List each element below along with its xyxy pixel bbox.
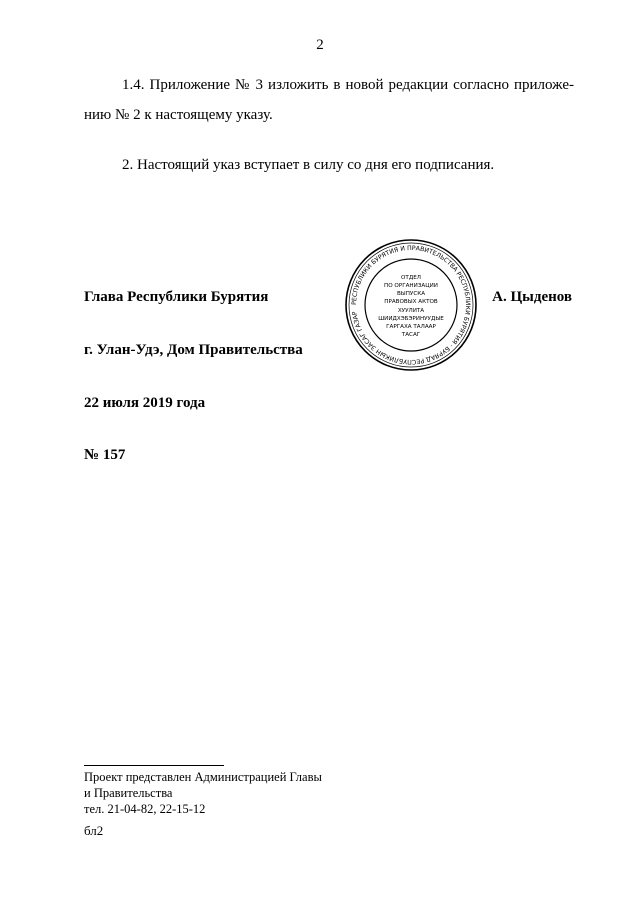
footnote-line-2: и Правительства xyxy=(84,786,173,800)
paragraph-1-4: 1.4. Приложение № 3 изложить в новой редакции согласно приложе-нию № 2 к настоящему указу. xyxy=(84,77,574,123)
paragraph-2: 2. Настоящий указ вступает в силу со дня его подписания. xyxy=(122,157,495,173)
seal-line: ПО ОРГАНИЗАЦИИ xyxy=(384,283,438,289)
signer-title: Глава Республики Бурятия xyxy=(84,289,269,305)
seal-line: ПРАВОВЫХ АКТОВ xyxy=(384,299,438,305)
seal-line: ХУУЛИТА xyxy=(397,308,425,314)
document-code: бл2 xyxy=(84,823,104,838)
seal-line: ТАСАГ xyxy=(401,332,421,338)
seal-line: ВЫПУСКА xyxy=(396,291,426,297)
seal-line: ШИИДХЭБЭРИНУУДЫЕ xyxy=(378,316,444,322)
seal-line: ГАРГАХА ТАЛААР xyxy=(386,324,436,330)
official-seal xyxy=(344,238,478,372)
issue-date: 22 июля 2019 года xyxy=(84,395,206,411)
footnote-phone: тел. 21-04-82, 22-15-12 xyxy=(84,802,206,816)
page-number: 2 xyxy=(316,37,324,53)
decree-number: № 157 xyxy=(84,447,126,463)
footnote-divider xyxy=(84,765,224,766)
seal-ring-text: РЕСПУБЛИКИ БУРЯТИЯ И ПРАВИТЕЛЬСТВА РЕСПУБЛИКИ БУРЯТИЯ · БУРЯАД РЕСПУБЛИКЫН ЗАСАГ ГАЗАР xyxy=(350,244,472,366)
seal-line: ОТДЕЛ xyxy=(401,275,421,281)
footnote-line-1: Проект представлен Администрацией Главы xyxy=(84,770,322,784)
issue-place: г. Улан-Удэ, Дом Правительства xyxy=(84,342,303,358)
signer-name: А. Цыденов xyxy=(492,289,572,305)
